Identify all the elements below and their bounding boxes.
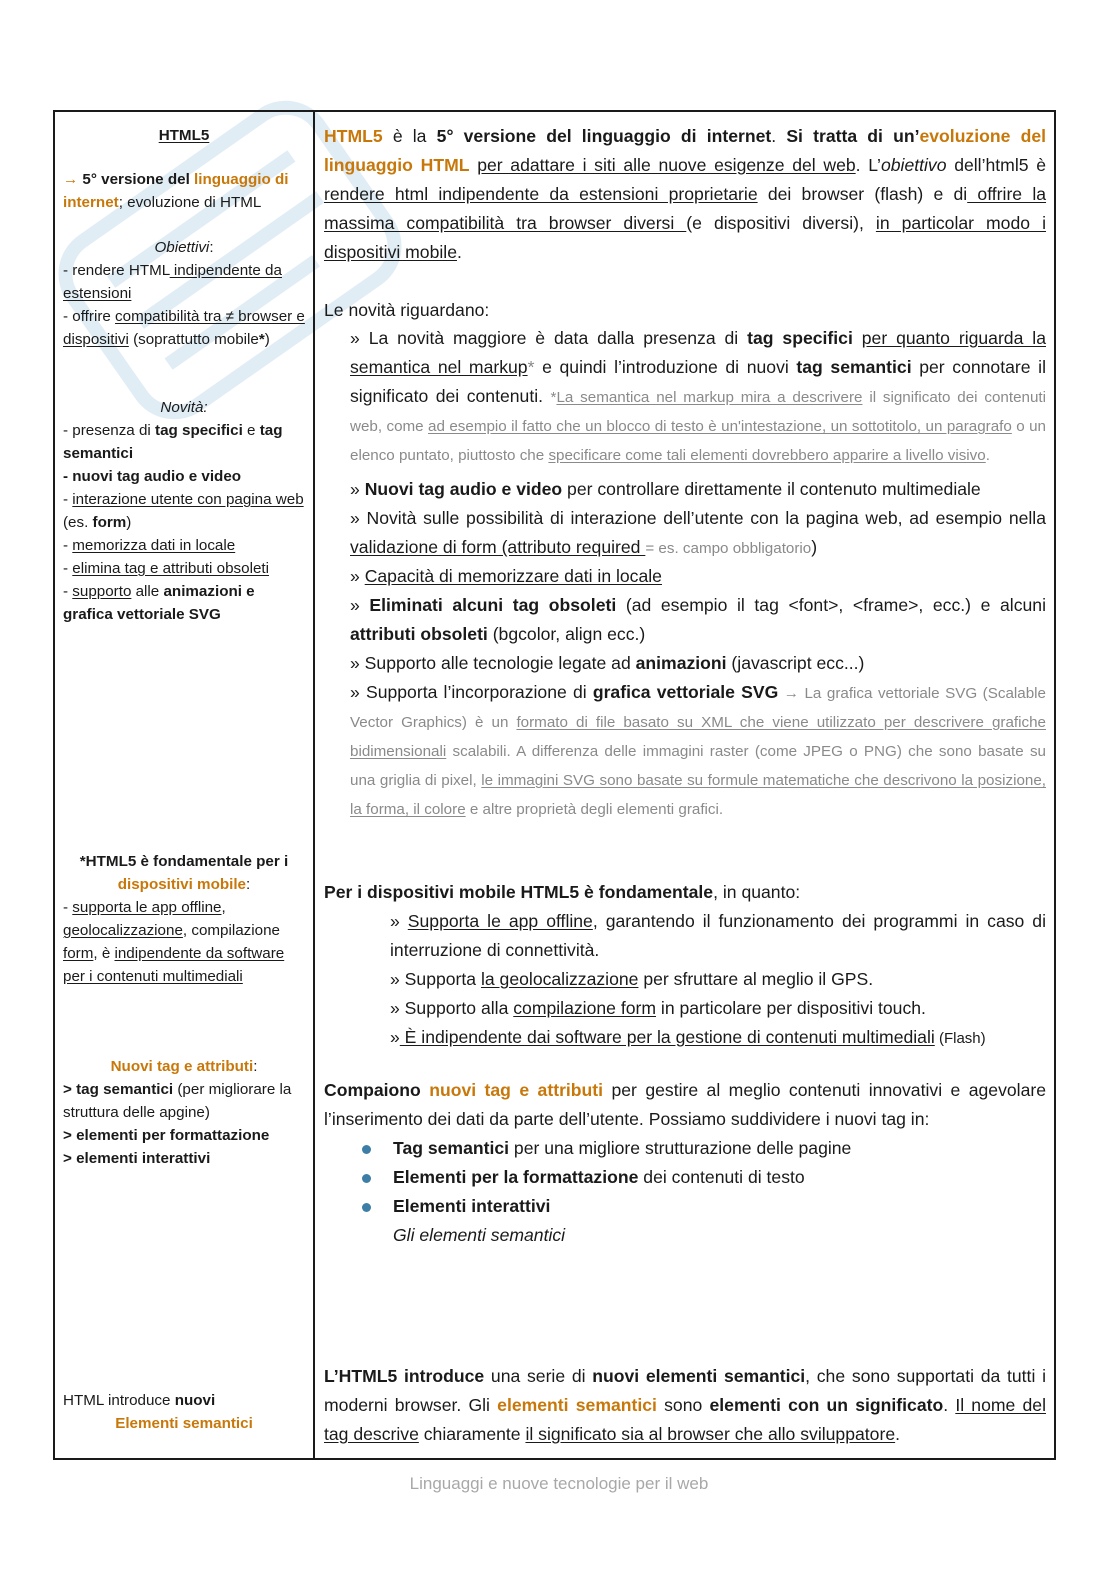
main-column (315, 112, 1054, 1458)
novita-list (350, 324, 1046, 823)
novita-intro: Le novità riguardano: (324, 300, 490, 320)
list-item: Elementi interattivi (362, 1192, 1046, 1221)
novita-heading: Novità: (160, 399, 208, 416)
mobile-list: - supporta le app offline, geolocalizzazione, compilazione form, è indipendente da software per i contenuti multimediali (63, 899, 285, 985)
novita-item-storage: » Capacità di memorizzare dati in locale (350, 566, 662, 586)
novita-item-audio: » Nuovi tag audio e video per controllare direttamente il contenuto multimediale (350, 479, 981, 499)
novita-item-animation: » Supporto alle tecnologie legate ad animazioni (javascript ecc...) (350, 653, 865, 673)
novita-item-semantic: » La novità maggiore è data dalla presenza di tag specifici per quanto riguarda la semantica nel markup* e quindi l’introduzione di nuovi tag semantici per connotare il significato dei contenuti. *La semantica nel markup mira a descrivere il significato dei contenuti web, come ad esempio il fatto che un blocco di testo è un'intestazione, un sottotitolo, un paragrafo o un elenco puntato, piuttosto che specificare come tali elementi dovrebbero apparire a livello visivo. (350, 328, 1046, 464)
definition: → 5° versione del linguaggio di internet; evoluzione di HTML (63, 171, 289, 211)
obiettivi-heading: Obiettivi: (154, 239, 214, 256)
list-item: Elementi per la formattazione dei contenuti di testo (362, 1163, 1046, 1192)
novita-list: - presenza di tag specifici e tag semantici - nuovi tag audio e video - interazione utente con pagina web (es. form) - memorizza dati in locale - elimina tag e attributi obsoleti - supporto alle animazioni e grafica vettoriale SVG (63, 422, 304, 623)
sidebar-title (55, 124, 313, 147)
novita-item-svg: » Supporta l’incorporazione di grafica vettoriale SVG → La grafica vettoriale SVG (Scalable Vector Graphics) è un formato di file basato su XML che viene utilizzato per descrivere grafiche bidimensionali scalabili. A differenza delle immagini raster (come JPEG o PNG) che sono basate su una griglia di pixel, le immagini SVG sono basate su formule matematiche che descrivono la posizione, la forma, il colore e altre proprietà degli elementi grafici. (350, 682, 1047, 818)
page-footer: Linguaggi e nuove tecnologie per il web (409, 1474, 709, 1493)
arrow-icon: → (63, 171, 79, 188)
intro-orange: Elementi semantici (115, 1415, 253, 1432)
nuovi-list: > tag semantici (per migliorare la struttura delle apgine) > elementi per formattazione > elementi interattivi (63, 1081, 292, 1167)
tag-types-list (362, 1134, 1046, 1250)
list-item: Tag semantici per una migliore strutturazione delle pagine (362, 1134, 1046, 1163)
compaiono-paragraph: Compaiono nuovi tag e attributi per gestire al meglio contenuti innovativi e agevolare l’inserimento dei dati da parte dell’utente. Possiamo suddividere i nuovi tag in: (324, 1080, 1047, 1129)
intro-paragraph: HTML5 è la 5° versione del linguaggio di internet. Si tratta di un’evoluzione del linguaggio HTML per adattare i siti alle nuove esigenze del web. L’obiettivo dell’html5 è rendere html indipendente da estensioni proprietarie dei browser (flash) e di offrire la massima compatibilità tra browser diversi (e dispositivi diversi), in particolar modo i dispositivi mobile. (324, 126, 1047, 262)
sidebar-column (55, 112, 315, 1458)
bullet-icon (362, 1203, 371, 1212)
obiettivi-list: - rendere HTML indipendente da estensioni - offrire compatibilità tra ≠ browser e dispositivi (soprattutto mobile*) (63, 262, 305, 348)
bullet-icon (362, 1174, 371, 1183)
nuovi-heading: Nuovi tag e attributi: (110, 1058, 258, 1075)
mobile-list: » Supporta le app offline, garantendo il funzionamento dei programmi in caso di interruzione di connettività. » Supporta la geolocalizzazione per sfruttare al meglio il GPS. » Supporto alla compilazione form in particolare per dispositivi touch. » È indipendente dai software per la gestione di contenuti multimediali (Flash) (390, 911, 1047, 1047)
novita-item-interaction: » Novità sulle possibilità di interazione dell’utente con la pagina web, ad esempio nella validazione di form (attributo required = es. campo obbligatorio) (350, 508, 1046, 557)
subheading: Gli elementi semantici (393, 1225, 566, 1245)
mobile-heading: *HTML5 è fondamentale per i dispositivi mobile: (79, 853, 289, 893)
bullet-icon (362, 1145, 371, 1154)
closing-paragraph: L’HTML5 introduce una serie di nuovi elementi semantici, che sono supportati da tutti i moderni browser. Gli elementi semantici sono elementi con un significato. Il nome del tag descrive chiaramente il significato sia al browser che allo sviluppatore. (324, 1366, 1046, 1444)
novita-item-obsolete: » Eliminati alcuni tag obsoleti (ad esempio il tag <font>, <frame>, ecc.) e alcuni attributi obsoleti (bgcolor, align ecc.) (350, 595, 1046, 644)
mobile-intro: Per i dispositivi mobile HTML5 è fondamentale, in quanto: (324, 882, 801, 902)
title-text: HTML5 (158, 127, 210, 144)
intro-note: HTML introduce nuovi (63, 1392, 216, 1409)
notes-table (53, 110, 1056, 1460)
